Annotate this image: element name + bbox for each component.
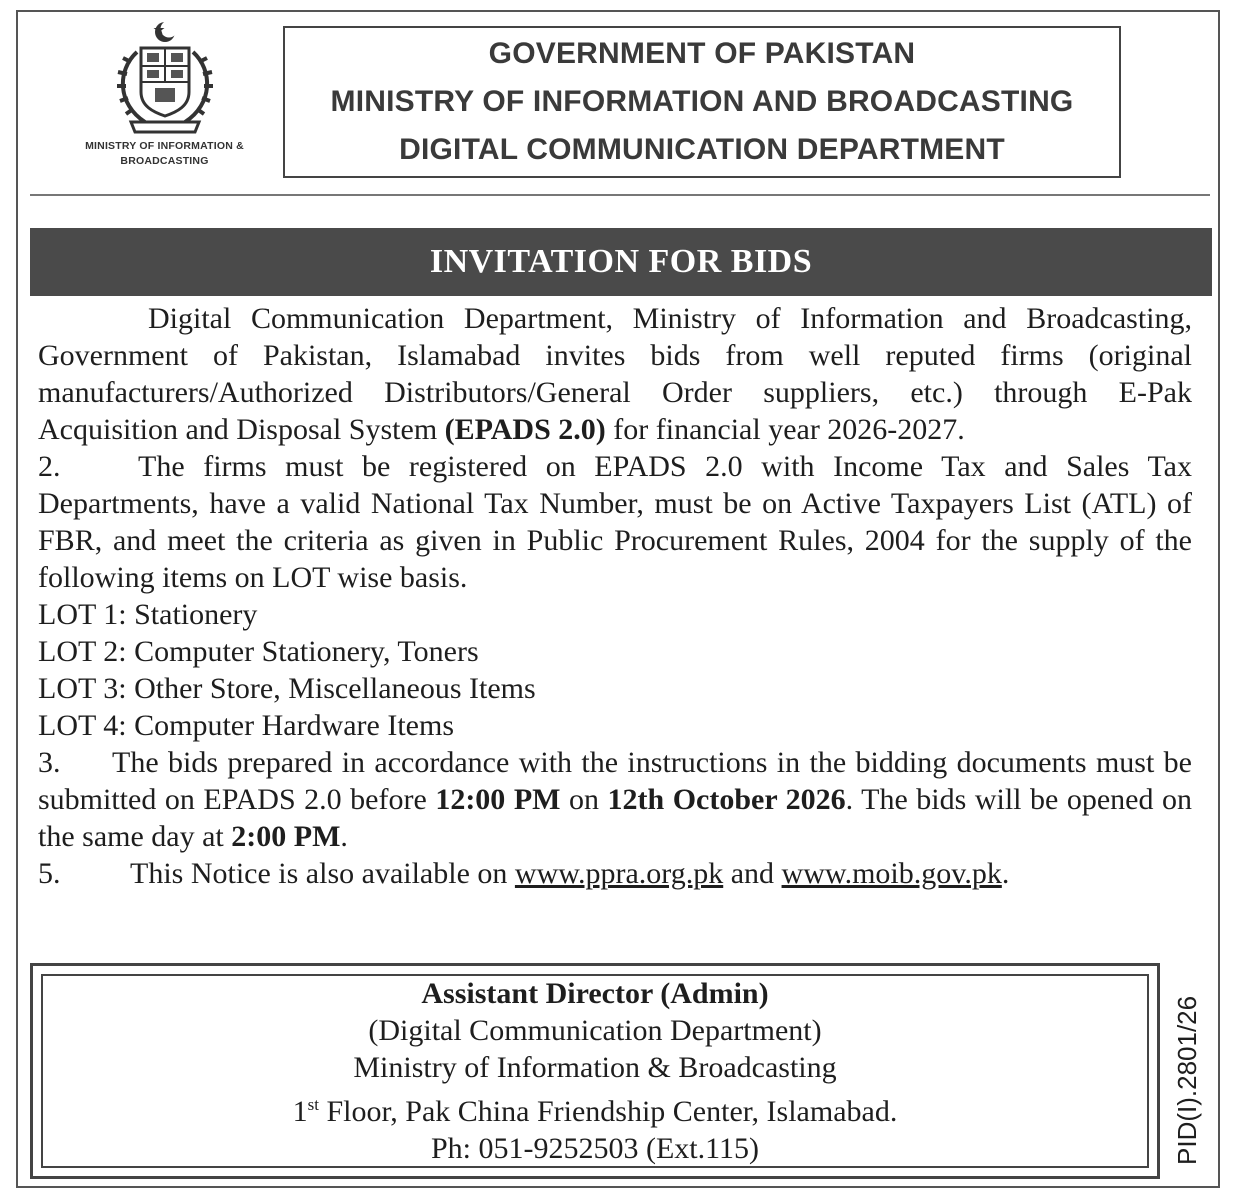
submission-time: 12:00 PM	[435, 783, 561, 816]
floor-number: 1	[292, 1095, 308, 1128]
paragraph-5	[38, 855, 1192, 892]
signature-box	[30, 963, 1160, 1179]
address-text: Floor, Pak China Friendship Center, Islamabad.	[318, 1095, 898, 1128]
signatory-title: Assistant Director (Admin)	[421, 977, 769, 1010]
title-bar	[30, 228, 1212, 296]
heading-department: DIGITAL COMMUNICATION DEPARTMENT	[399, 133, 1005, 166]
paragraph-5-text: This Notice is also available on	[130, 857, 515, 890]
signatory-phone: Ph: 051-9252503 (Ext.115)	[430, 1132, 760, 1165]
paragraph-5-and: and	[723, 857, 782, 890]
paragraph-5-end: .	[1001, 857, 1010, 890]
financial-year-text: for financial year 2026-2027.	[605, 413, 965, 446]
paragraph-3-number: 3.	[38, 746, 61, 779]
heading-ministry: MINISTRY OF INFORMATION AND BROADCASTING	[330, 85, 1074, 118]
header	[30, 18, 1210, 193]
pid-number: PID(I).2801/26	[1172, 995, 1202, 1165]
signatory-ministry: Ministry of Information & Broadcasting	[353, 1051, 837, 1084]
notice-title: INVITATION FOR BIDS	[429, 243, 813, 280]
paragraph-2-number: 2.	[38, 450, 61, 483]
ppra-link[interactable]: www.ppra.org.pk	[514, 857, 724, 890]
lot-item: LOT 2: Computer Stationery, Toners	[38, 635, 479, 668]
header-divider	[30, 194, 1210, 196]
paragraph-1-text: Digital Communication Department, Ministry of Information and Broadcasting, Government of Pakistan, Islamabad invites bids from well reputed firms (original manufacturers/Authorized Distributors/General Order suppliers, etc.) through E-Pak Acquisition and Disposal System	[38, 302, 1192, 446]
lot-item: LOT 4: Computer Hardware Items	[38, 709, 455, 742]
state-emblem-icon	[95, 18, 235, 138]
opening-time: 2:00 PM	[231, 820, 341, 853]
paragraph-2	[38, 448, 1192, 596]
signatory-address	[293, 1086, 898, 1130]
signature-inner-box	[41, 974, 1149, 1168]
epads-version: (EPADS 2.0)	[444, 413, 606, 446]
paragraph-3-text: The bids prepared in accordance with the instructions in the bidding documents must be submitted on EPADS 2.0 before	[38, 746, 1192, 816]
emblem-caption-line1: MINISTRY OF INFORMATION &	[85, 140, 244, 152]
paragraph-2-text: The firms must be registered on EPADS 2.0 with Income Tax and Sales Tax Departments, have a valid National Tax Number, must be on Active Taxpayers List (ATL) of FBR, and meet the criteria as given in Public Procurement Rules, 2004 for the supply of the following items on LOT wise basis.	[38, 450, 1192, 594]
paragraph-3-text-on: on	[560, 783, 608, 816]
paragraph-3-text-opened: . The bids will be opened on the same day at	[38, 783, 1192, 853]
signatory-department: (Digital Communication Department)	[368, 1014, 822, 1047]
paragraph-3-end: .	[340, 820, 348, 853]
paragraph-3	[38, 744, 1192, 855]
emblem-caption-line2: BROADCASTING	[120, 155, 209, 167]
submission-date: 12th October 2026	[607, 783, 846, 816]
paragraph-5-number: 5.	[38, 857, 61, 890]
lot-item: LOT 1: Stationery	[38, 598, 258, 631]
floor-ordinal: st	[307, 1095, 319, 1114]
notice-body	[38, 300, 1192, 892]
lot-item: LOT 3: Other Store, Miscellaneous Items	[38, 672, 536, 705]
paragraph-1	[38, 300, 1192, 448]
heading-government: GOVERNMENT OF PAKISTAN	[488, 37, 916, 70]
moib-link[interactable]: www.moib.gov.pk	[781, 857, 1002, 890]
government-heading-box	[283, 26, 1121, 178]
ministry-emblem	[52, 18, 277, 193]
